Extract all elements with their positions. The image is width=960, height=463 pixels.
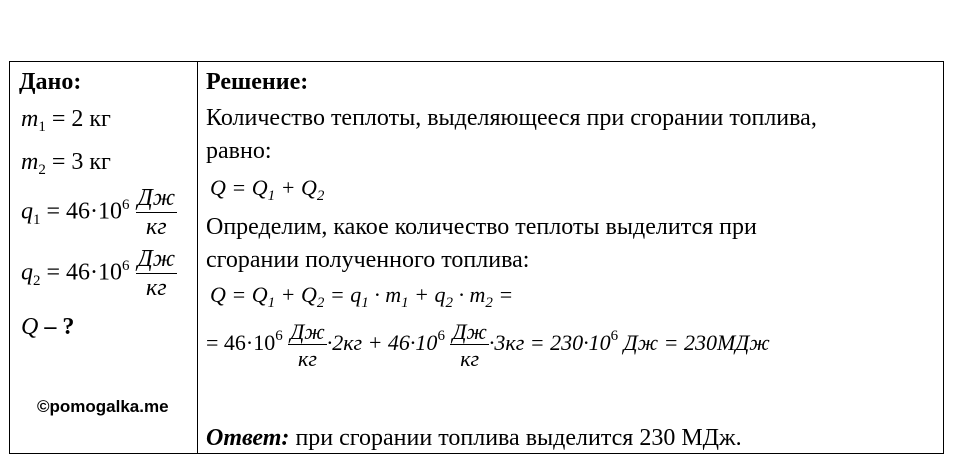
solution-line-3: Определим, какое количество теплоты выделится при <box>206 214 757 240</box>
equation-expanded: $Q = Q_1 + Q_2 = q_1 \cdot m_1 + q_2 \cdot m_2$ = <box>210 282 514 311</box>
given-m1: $m_1 = 2$ кг <box>21 106 111 135</box>
unit-fraction: $\frac{Дж}{кг}$ <box>290 319 325 372</box>
solution-line-4: сгорании полученного топлива: <box>206 247 530 273</box>
answer-label: Ответ: <box>206 425 290 451</box>
solution-table <box>9 61 944 454</box>
given-find: Q – ? <box>21 314 75 340</box>
unit-fraction: $\frac{Дж}{кг}$ <box>137 185 176 241</box>
given-m2: $m_2 = 3$ кг <box>21 149 111 178</box>
given-heading: Дано: <box>19 69 82 95</box>
watermark: ©pomogalka.me <box>37 397 169 416</box>
answer-text: при сгорании топлива выделится 230 МДж. <box>289 425 742 451</box>
solution-heading: Решение: <box>206 69 309 95</box>
given-q1: $q_1 = 46\cdot 10^6$ $\frac{Дж}{кг}$ <box>21 185 176 241</box>
given-q2: $q_2 = 46\cdot 10^6$ $\frac{Дж}{кг}$ <box>21 246 176 302</box>
unit-fraction: $\frac{Дж}{кг}$ <box>137 246 176 302</box>
unit-fraction: $\frac{Дж}{кг}$ <box>452 319 487 372</box>
equation-numeric: = $46\cdot 10^6$ $\frac{Дж}{кг}$ $\cdot 2кг + 46\cdot 10^6$ $\frac{Дж}{кг}$ $\cdot 3кг = 230\cdot 10^6$ Дж = 230МДж <box>206 319 770 372</box>
column-divider <box>197 62 198 453</box>
solution-line-1: Количество теплоты, выделяющееся при сгорании топлива, <box>206 105 817 131</box>
equation-sum: $Q = Q_1 + Q_2$ <box>210 175 325 204</box>
solution-line-2: равно: <box>206 138 272 164</box>
answer-line <box>206 426 742 450</box>
